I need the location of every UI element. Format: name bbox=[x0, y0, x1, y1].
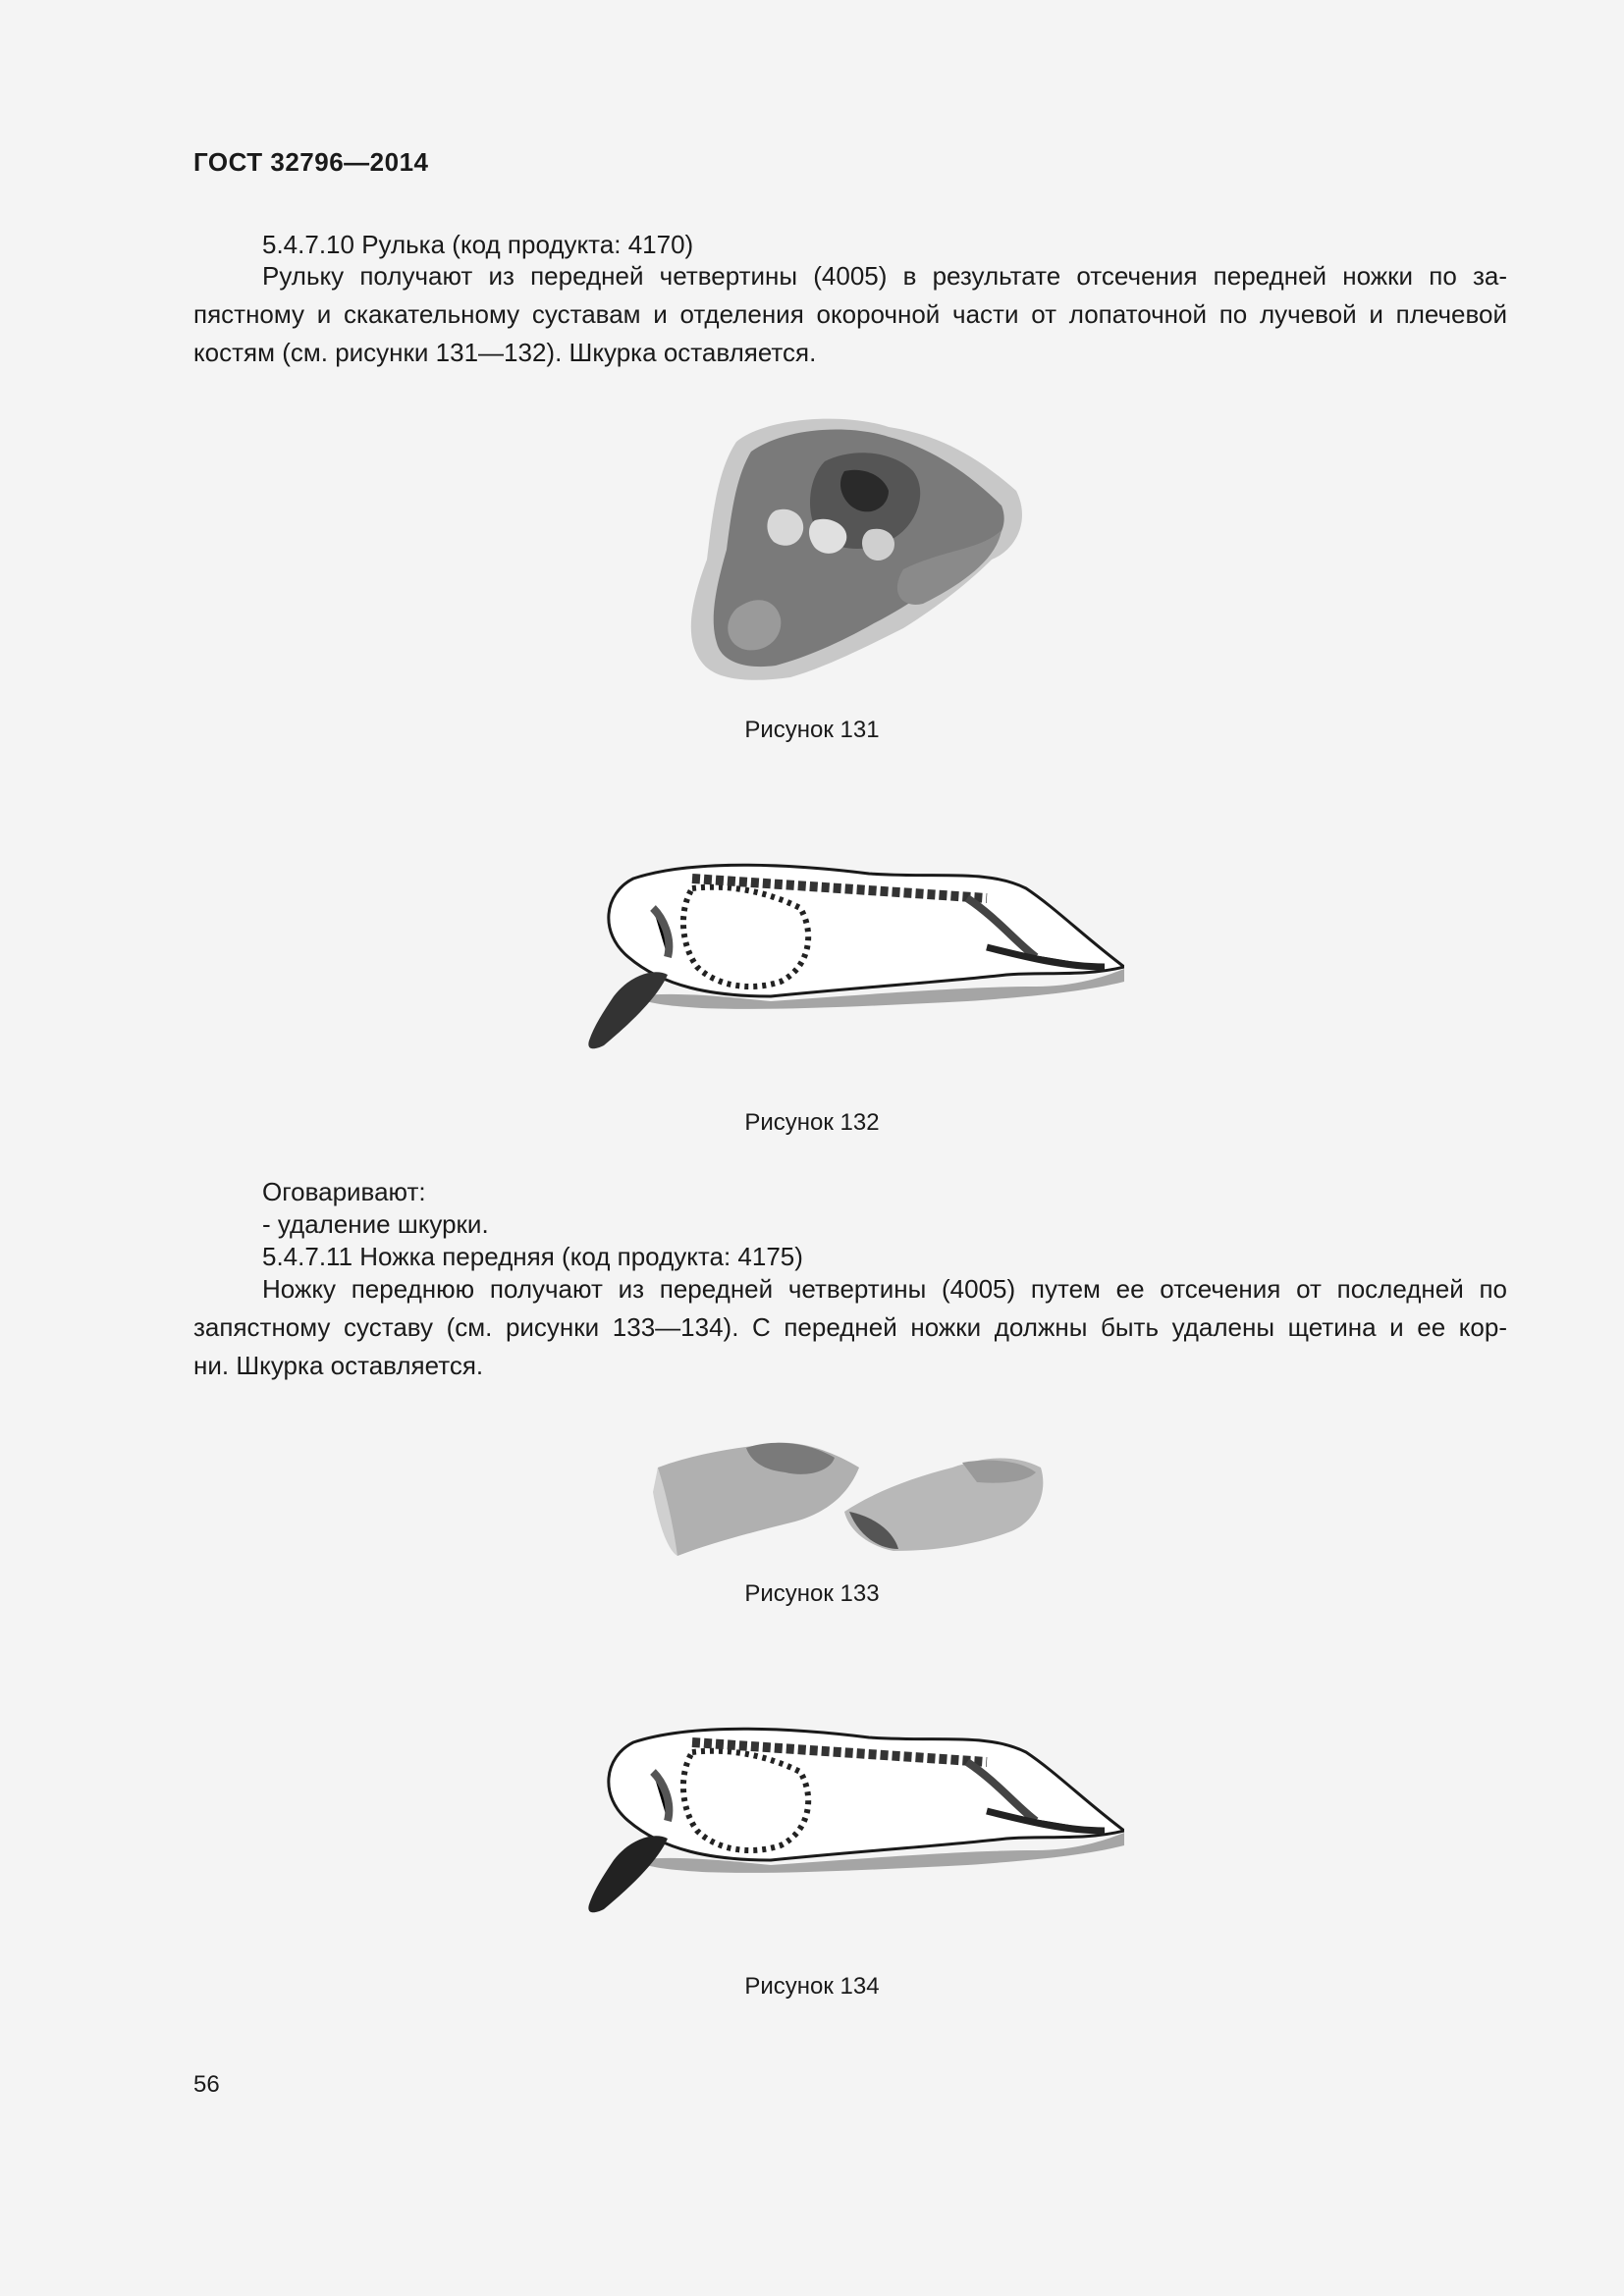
figure-132-caption: Рисунок 132 bbox=[744, 1109, 880, 1136]
figure-134-image bbox=[574, 1713, 1124, 1919]
text-line: запястному суставу (см. рисунки 133—134). С передней ножки должны быть удалены щетина и ее кор- bbox=[193, 1312, 1507, 1342]
text-line: пястному и скакательному суставам и отделения окорочной части от лопаточной по лучевой и плечевой bbox=[193, 299, 1507, 329]
figure-132-image bbox=[574, 849, 1124, 1055]
section-heading-4175: 5.4.7.11 Ножка передняя (код продукта: 4175) bbox=[262, 1242, 803, 1271]
section-text-4175 bbox=[193, 1270, 1507, 1385]
figure-131-caption: Рисунок 131 bbox=[744, 717, 880, 743]
agree-item: - удаление шкурки. bbox=[262, 1209, 489, 1239]
figure-133-image bbox=[638, 1423, 1060, 1571]
section-heading-4170: 5.4.7.10 Рулька (код продукта: 4170) bbox=[262, 230, 694, 259]
text-line: Рульку получают из передней четвертины (4005) в результате отсечения передней ножки по за- bbox=[262, 261, 1507, 291]
document-header: ГОСТ 32796—2014 bbox=[193, 147, 429, 177]
agree-label: Оговаривают: bbox=[262, 1177, 426, 1206]
figure-133-caption: Рисунок 133 bbox=[744, 1580, 880, 1607]
page-number: 56 bbox=[193, 2071, 220, 2098]
text-line: ни. Шкурка оставляется. bbox=[193, 1351, 484, 1380]
figure-131-image bbox=[677, 412, 1031, 687]
section-text-4170 bbox=[193, 257, 1507, 372]
text-line: костям (см. рисунки 131—132). Шкурка оставляется. bbox=[193, 338, 817, 367]
figure-134-caption: Рисунок 134 bbox=[744, 1973, 880, 2000]
text-line: Ножку переднюю получают из передней четвертины (4005) путем ее отсечения от последней по bbox=[262, 1274, 1507, 1304]
